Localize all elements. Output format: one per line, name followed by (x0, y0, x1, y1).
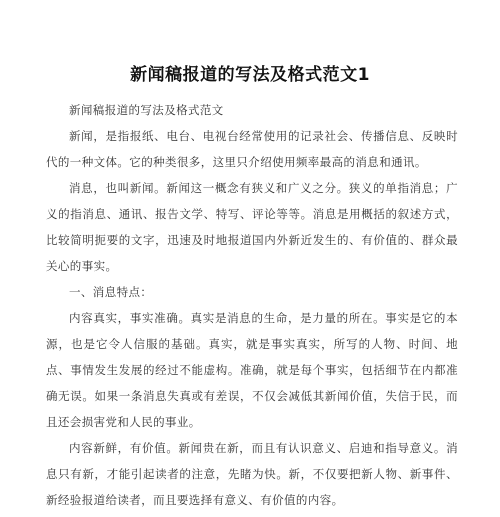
paragraph-subtitle: 新闻稿报道的写法及格式范文 (69, 103, 224, 117)
paragraph-message-definition: 消息，也叫新闻。新闻这一概念有狭义和广义之分。狭义的单指消息；广义的指消息、通讯、报告文学、特写、评论等等。消息是用概括的叙述方式，比较简明扼要的文字，迅速及时地报道国内外新近发生的、有价值的、群众最关心的事实。 (46, 181, 458, 273)
paragraph-authenticity: 内容真实，事实准确。真实是消息的生命，是力量的所在。事实是它的本源，也是它令人信服的基础。真实，就是事实真实，所写的人物、时间、地点、事情发生发展的经过不能虚构。准确，就是每个事实，包括细节在内都准确无误。如果一条消息失真或有差误，不仅会减低其新闻价值，失信于民，而且还会损害党和人民的事业。 (46, 311, 458, 429)
paragraph-news-definition: 新闻，是指报纸、电台、电视台经常使用的记录社会、传播信息、反映时代的一种文体。它的种类很多，这里只介绍使用频率最高的消息和通讯。 (46, 129, 458, 169)
document-title: 新闻稿报道的写法及格式范文1 (130, 65, 370, 85)
section-heading-message-features: 一、消息特点： (69, 285, 153, 299)
document-body (46, 97, 458, 513)
paragraph-freshness: 内容新鲜，有价值。新闻贵在新，而且有认识意义、启迪和指导意义。消息只有新，才能引起读者的注意，先睹为快。新，不仅要把新人物、新事件、新经验报道给读者，而且要选择有意义、有价值的内容。 (46, 441, 458, 507)
